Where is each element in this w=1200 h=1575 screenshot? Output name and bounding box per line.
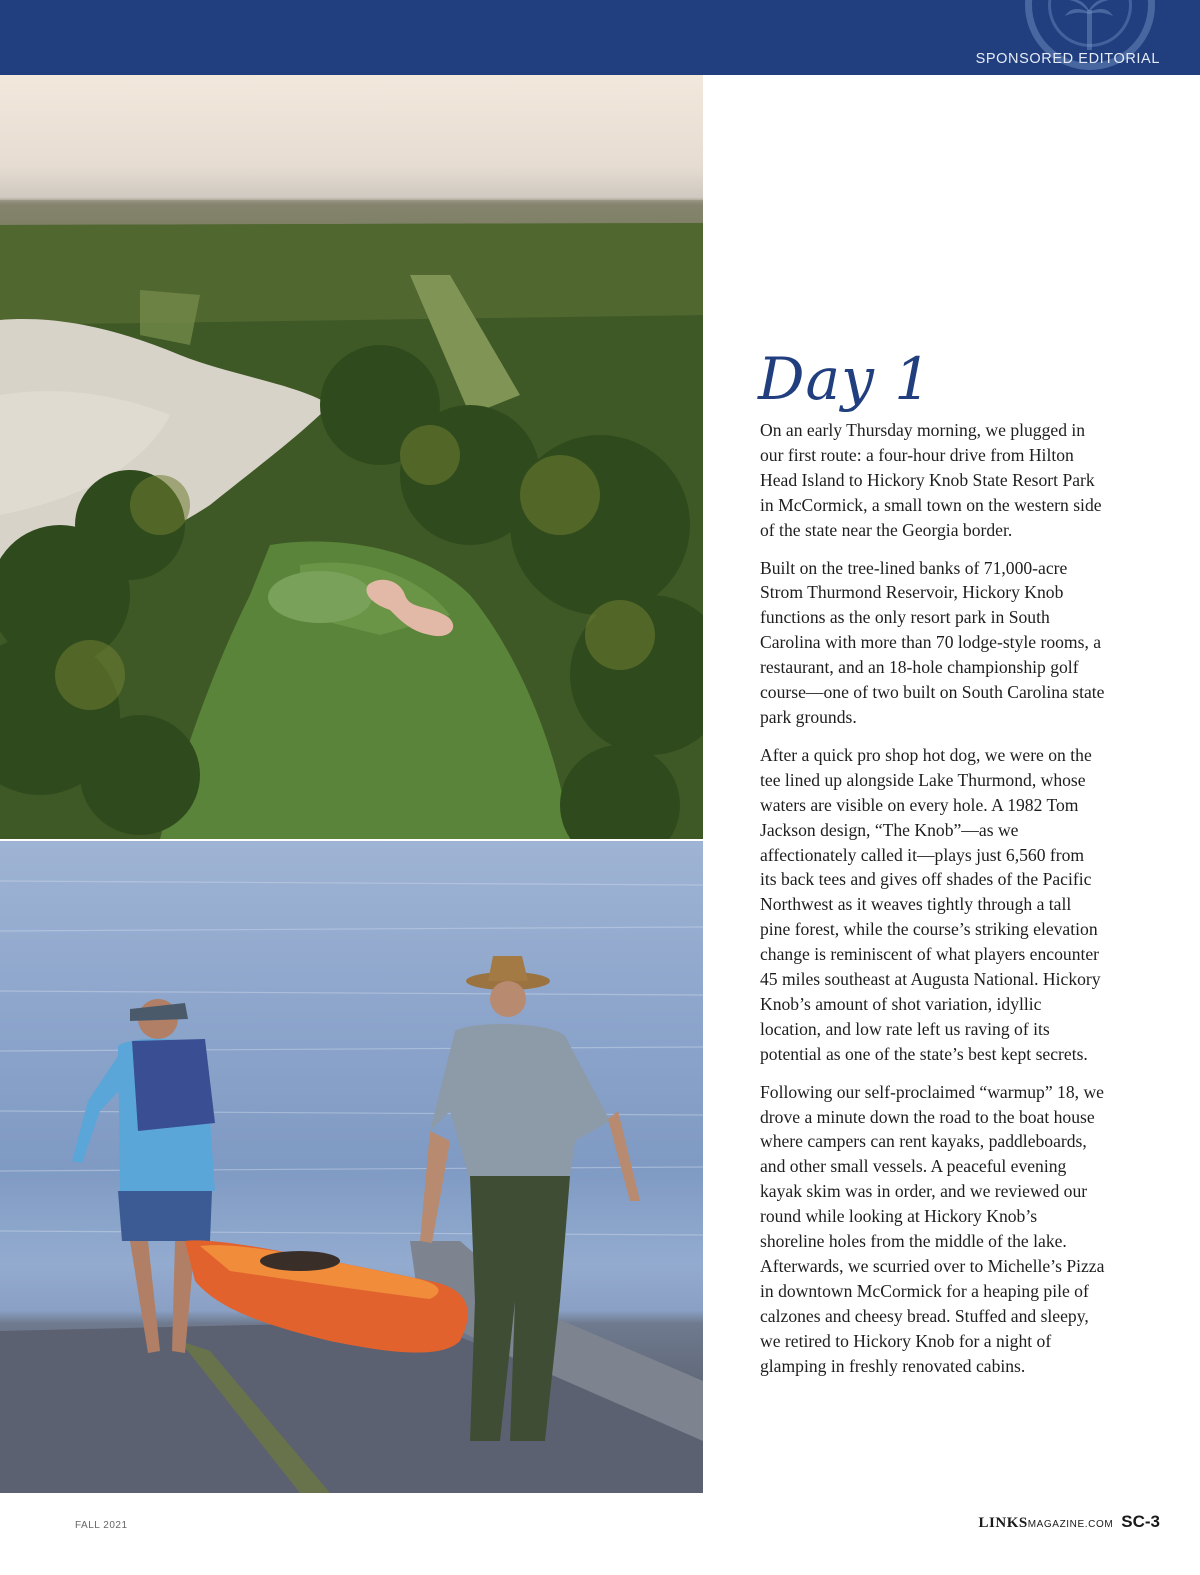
page-number: SC-3 bbox=[1121, 1512, 1160, 1531]
article-body bbox=[760, 418, 1105, 1392]
kayak-lake-photo bbox=[0, 841, 703, 1493]
issue-label: FALL 2021 bbox=[75, 1520, 128, 1531]
article-paragraph: After a quick pro shop hot dog, we were on the tee lined up alongside Lake Thurmond, whose waters are visible on every hole. A 1982 Tom Jackson design, “The Knob”—as we affectionately called it—plays just 6,560 from its back tees and gives off shades of the Pacific Northwest as it weaves tightly through a tall pine forest, while the course’s striking elevation change is reminiscent of what players encounter 45 miles southeast at Augusta National. Hickory Knob’s amount of shot variation, idyllic location, and low rate left us raving of its potential as one of the state’s best kept secrets. bbox=[760, 744, 1101, 1064]
sponsored-editorial-label: SPONSORED EDITORIAL bbox=[975, 51, 1160, 67]
top-banner bbox=[0, 0, 1200, 75]
links-brand: LINKS bbox=[978, 1515, 1028, 1531]
magazine-domain: MAGAZINE.COM bbox=[1027, 1519, 1114, 1530]
article-paragraph: Built on the tree-lined banks of 71,000-acre Strom Thurmond Reservoir, Hickory Knob functions as the only resort park in South Carolina with more than 70 lodge-style rooms, a restaurant, and an 18-hole championship golf course—one of two built on South Carolina state park grounds. bbox=[760, 557, 1105, 727]
article-paragraph: On an early Thursday morning, we plugged in our first route: a four-hour drive from Hilton Head Island to Hickory Knob State Resort Park in McCormick, a small town on the western side of the state near the Georgia border. bbox=[760, 420, 1102, 540]
article-paragraph: Following our self-proclaimed “warmup” 18, we drove a minute down the road to the boat house where campers can rent kayaks, paddleboards, and other small vessels. A peaceful evening kayak skim was in order, and we reviewed our round while looking at Hickory Knob’s shoreline holes from the middle of the lake. Afterwards, we scurried over to Michelle’s Pizza in downtown McCormick for a heaping pile of calzones and cheesy bread. Stuffed and sleepy, we retired to Hickory Knob for a night of glamping in freshly renovated cabins. bbox=[760, 1081, 1105, 1376]
aerial-golf-course-photo bbox=[0, 75, 703, 839]
day-heading: Day 1 bbox=[758, 345, 933, 413]
footer-brand-block bbox=[979, 1512, 1160, 1532]
